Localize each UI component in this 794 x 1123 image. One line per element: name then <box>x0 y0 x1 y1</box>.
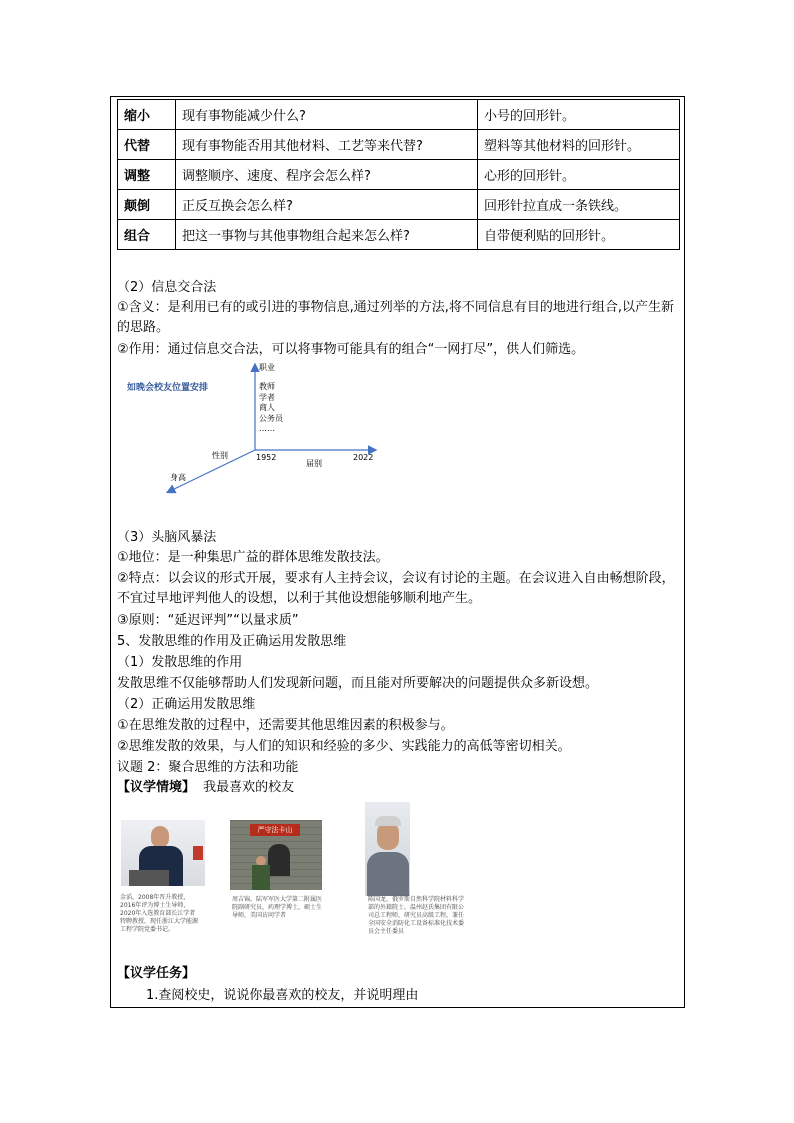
y-item: 公务员 <box>259 413 283 423</box>
term-cell: 颠倒 <box>118 190 176 220</box>
paragraph: ②特点：以会议的形式开展，要求有人主持会议，会议有讨论的主题。在会议进入自由畅想阶段，不宜过早地评判他人的设想，以利于其他设想能够顺利地产生。 <box>117 571 675 606</box>
diagram-title: 如晚会校友位置安排 <box>127 383 209 393</box>
example-cell: 塑料等其他材料的回形针。 <box>478 130 680 160</box>
alumni-photo <box>365 802 410 896</box>
z-axis-label: 性别 <box>212 451 228 460</box>
y-axis-label: 职业 <box>259 363 275 372</box>
section-heading: （3）头脑风暴法 <box>117 530 217 545</box>
example-cell: 心形的回形针。 <box>478 160 680 190</box>
example-cell: 回形针拉直成一条铁线。 <box>478 190 680 220</box>
paragraph: ①地位：是一种集思广益的群体思维发散技法。 <box>117 550 389 565</box>
person-hair <box>375 816 401 826</box>
question-cell: 现有事物能否用其他材料、工艺等来代替? <box>176 130 478 160</box>
question-cell: 正反互换会怎么样? <box>176 190 478 220</box>
person-head <box>377 822 399 850</box>
person-body <box>367 852 409 896</box>
table-row <box>118 220 680 250</box>
question-cell: 现有事物能减少什么? <box>176 100 478 130</box>
sign-board: 严守法卡山 <box>250 824 300 836</box>
x-axis-label: 届别 <box>306 459 322 468</box>
flag <box>193 846 203 860</box>
table-row <box>118 190 680 220</box>
doorway <box>268 844 290 876</box>
photo-caption: 周吉锦，陆军军医大学第二附属医院副研究员，药理学博士，硕士生导师，美国访问学者 <box>232 896 323 919</box>
term-cell: 代替 <box>118 130 176 160</box>
photo-caption: 陈国龙，俄罗斯自然科学院材料科学部的外籍院士，温州赵氏集团有限公司总工程师，研究员高级工程，兼任全国安全消防化工设备标准化技术委员会主任委员 <box>368 896 465 935</box>
y-item: 商人 <box>259 403 275 412</box>
term-cell: 组合 <box>118 220 176 250</box>
paragraph: ①含义：是利用已有的或引进的事物信息,通过列举的方法,将不同信息有目的地进行组合,以产生新的思路。 <box>117 300 675 335</box>
example-cell: 小号的回形针。 <box>478 100 680 130</box>
sub-heading: （2）正确运用发散思维 <box>117 697 256 712</box>
term-cell: 缩小 <box>118 100 176 130</box>
section-heading: 5、发散思维的作用及正确运用发散思维 <box>117 634 347 649</box>
y-item: …… <box>259 424 275 433</box>
scamper-table <box>117 99 680 250</box>
paragraph: 发散思维不仅能够帮助人们发现新问题，而且能对所要解决的问题提供众多新设想。 <box>117 676 599 691</box>
term-cell: 调整 <box>118 160 176 190</box>
person-head <box>151 826 169 848</box>
alumni-photo <box>230 820 322 890</box>
table-row <box>118 100 680 130</box>
task-label: 【议学任务】 <box>117 966 196 981</box>
question-cell: 把这一事物与其他事物组合起来怎么样? <box>176 220 478 250</box>
situation-text: 我最喜欢的校友 <box>203 780 295 795</box>
paragraph: ②思维发散的效果，与人们的知识和经验的多少、实践能力的高低等密切相关。 <box>117 739 571 754</box>
table-row <box>118 130 680 160</box>
alumni-photo <box>121 820 205 886</box>
info-cross-diagram <box>120 360 420 520</box>
z-axis-label: 身高 <box>170 473 186 482</box>
situation-line <box>117 778 294 798</box>
photo-caption: 金滔，2008年晋升教授，2016年评为博士生导师，2020年入选教育部长江学者特聘教授，现任浙江大学能源工程学院党委书记。 <box>120 894 199 933</box>
x-end-label: 2022 <box>353 453 374 462</box>
laptop <box>129 870 169 886</box>
y-axis-items <box>259 382 283 435</box>
question-cell: 调整顺序、速度、程序会怎么样? <box>176 160 478 190</box>
task-item: 1.查阅校史，说说你最喜欢的校友，并说明理由 <box>146 988 419 1003</box>
y-item: 学者 <box>259 392 275 402</box>
table-row <box>118 160 680 190</box>
paragraph: ③原则：“延迟评判”“以量求质” <box>117 613 299 628</box>
example-cell: 自带便利贴的回形针。 <box>478 220 680 250</box>
x-start-label: 1952 <box>256 453 277 462</box>
sub-heading: （1）发散思维的作用 <box>117 655 243 670</box>
situation-label: 【议学情境】 <box>117 780 196 795</box>
section-heading: （2）信息交合法 <box>117 280 217 295</box>
person-body <box>252 865 270 890</box>
y-item: 教师 <box>259 382 275 391</box>
topic-heading: 议题 2：聚合思维的方法和功能 <box>117 760 299 775</box>
paragraph: ②作用：通过信息交合法，可以将事物可能具有的组合“一网打尽”，供人们筛选。 <box>117 342 585 357</box>
paragraph: ①在思维发散的过程中，还需要其他思维因素的积极参与。 <box>117 718 454 733</box>
